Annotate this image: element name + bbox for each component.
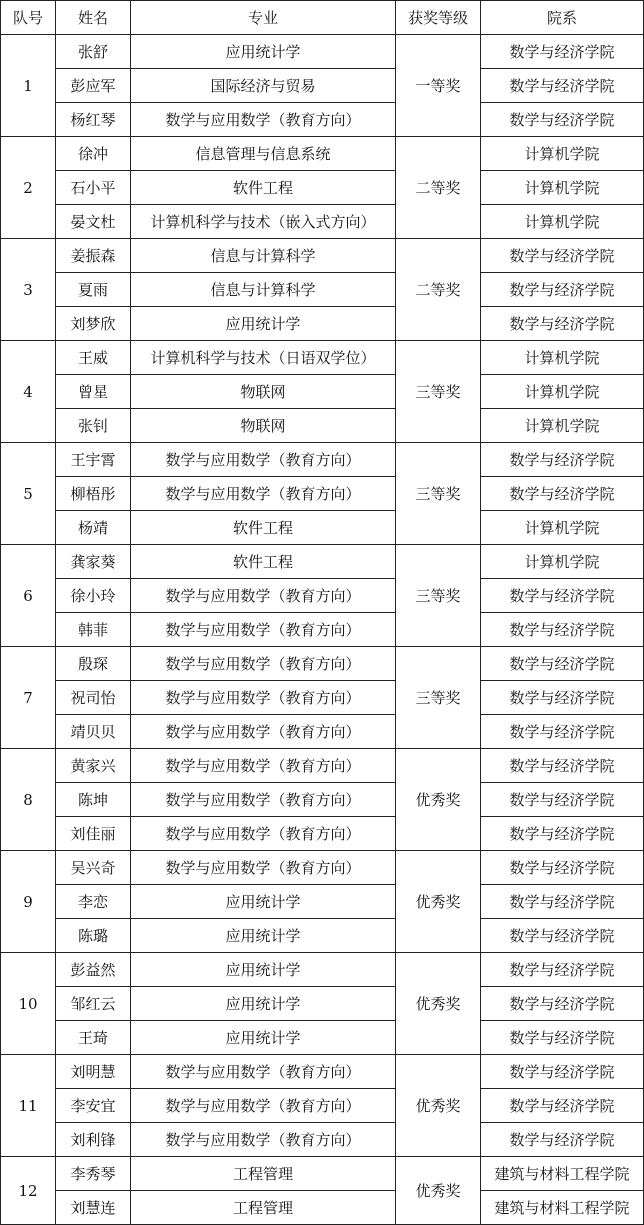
member-department-cell: 数学与经济学院	[481, 1055, 644, 1089]
table-row	[1, 1157, 644, 1191]
member-name-cell: 彭益然	[56, 953, 131, 987]
member-name-cell: 黄家兴	[56, 749, 131, 783]
table-row	[1, 171, 644, 205]
table-body	[1, 35, 644, 1225]
member-name-cell: 张钊	[56, 409, 131, 443]
member-department-cell: 数学与经济学院	[481, 749, 644, 783]
member-name-cell: 曾星	[56, 375, 131, 409]
member-name-cell: 石小平	[56, 171, 131, 205]
member-department-cell: 数学与经济学院	[481, 69, 644, 103]
member-name-cell: 王威	[56, 341, 131, 375]
member-major-cell: 软件工程	[131, 171, 396, 205]
award-level-cell: 优秀奖	[396, 1157, 481, 1225]
member-name-cell: 吴兴奇	[56, 851, 131, 885]
award-level-cell: 优秀奖	[396, 851, 481, 953]
member-name-cell: 李恋	[56, 885, 131, 919]
member-department-cell: 数学与经济学院	[481, 919, 644, 953]
award-level-cell: 三等奖	[396, 647, 481, 749]
member-department-cell: 计算机学院	[481, 545, 644, 579]
member-name-cell: 姜振森	[56, 239, 131, 273]
member-major-cell: 信息与计算科学	[131, 239, 396, 273]
member-name-cell: 靖贝贝	[56, 715, 131, 749]
table-row	[1, 511, 644, 545]
member-department-cell: 建筑与材料工程学院	[481, 1191, 644, 1225]
member-department-cell: 数学与经济学院	[481, 1089, 644, 1123]
member-major-cell: 数学与应用数学（教育方向）	[131, 1055, 396, 1089]
member-name-cell: 刘佳丽	[56, 817, 131, 851]
member-major-cell: 物联网	[131, 409, 396, 443]
member-major-cell: 软件工程	[131, 511, 396, 545]
member-name-cell: 韩菲	[56, 613, 131, 647]
member-name-cell: 祝司怡	[56, 681, 131, 715]
member-department-cell: 计算机学院	[481, 511, 644, 545]
team-id-cell: 4	[1, 341, 56, 443]
member-department-cell: 计算机学院	[481, 409, 644, 443]
member-name-cell: 刘利锋	[56, 1123, 131, 1157]
header-team-id: 队号	[1, 1, 56, 35]
member-major-cell: 物联网	[131, 375, 396, 409]
member-name-cell: 张舒	[56, 35, 131, 69]
table-row	[1, 851, 644, 885]
member-major-cell: 数学与应用数学（教育方向）	[131, 443, 396, 477]
member-department-cell: 计算机学院	[481, 341, 644, 375]
member-major-cell: 数学与应用数学（教育方向）	[131, 783, 396, 817]
member-department-cell: 数学与经济学院	[481, 987, 644, 1021]
member-major-cell: 数学与应用数学（教育方向）	[131, 715, 396, 749]
member-major-cell: 国际经济与贸易	[131, 69, 396, 103]
award-level-cell: 一等奖	[396, 35, 481, 137]
member-major-cell: 工程管理	[131, 1157, 396, 1191]
member-name-cell: 彭应军	[56, 69, 131, 103]
member-department-cell: 数学与经济学院	[481, 1021, 644, 1055]
member-name-cell: 刘慧连	[56, 1191, 131, 1225]
team-id-cell: 3	[1, 239, 56, 341]
header-major: 专业	[131, 1, 396, 35]
member-major-cell: 数学与应用数学（教育方向）	[131, 579, 396, 613]
award-level-cell: 三等奖	[396, 341, 481, 443]
member-name-cell: 龚家葵	[56, 545, 131, 579]
member-major-cell: 应用统计学	[131, 987, 396, 1021]
table-row	[1, 1021, 644, 1055]
member-major-cell: 数学与应用数学（教育方向）	[131, 681, 396, 715]
table-row	[1, 987, 644, 1021]
award-level-cell: 二等奖	[396, 239, 481, 341]
member-department-cell: 数学与经济学院	[481, 579, 644, 613]
award-level-cell: 优秀奖	[396, 1055, 481, 1157]
member-major-cell: 应用统计学	[131, 1021, 396, 1055]
member-department-cell: 数学与经济学院	[481, 477, 644, 511]
header-row	[1, 1, 644, 35]
member-department-cell: 数学与经济学院	[481, 35, 644, 69]
member-major-cell: 信息与计算科学	[131, 273, 396, 307]
table-row	[1, 783, 644, 817]
team-id-cell: 7	[1, 647, 56, 749]
member-name-cell: 晏文杜	[56, 205, 131, 239]
table-row	[1, 817, 644, 851]
table-row	[1, 341, 644, 375]
member-department-cell: 计算机学院	[481, 205, 644, 239]
member-major-cell: 工程管理	[131, 1191, 396, 1225]
table-row	[1, 205, 644, 239]
team-id-cell: 10	[1, 953, 56, 1055]
table-row	[1, 35, 644, 69]
team-id-cell: 1	[1, 35, 56, 137]
member-name-cell: 殷琛	[56, 647, 131, 681]
team-id-cell: 11	[1, 1055, 56, 1157]
team-id-cell: 6	[1, 545, 56, 647]
member-name-cell: 刘梦欣	[56, 307, 131, 341]
award-level-cell: 三等奖	[396, 443, 481, 545]
member-major-cell: 数学与应用数学（教育方向）	[131, 817, 396, 851]
table-row	[1, 953, 644, 987]
member-department-cell: 数学与经济学院	[481, 783, 644, 817]
member-department-cell: 数学与经济学院	[481, 681, 644, 715]
member-department-cell: 数学与经济学院	[481, 613, 644, 647]
header-name: 姓名	[56, 1, 131, 35]
member-department-cell: 数学与经济学院	[481, 103, 644, 137]
member-major-cell: 信息管理与信息系统	[131, 137, 396, 171]
member-department-cell: 数学与经济学院	[481, 817, 644, 851]
member-major-cell: 数学与应用数学（教育方向）	[131, 103, 396, 137]
award-level-cell: 优秀奖	[396, 749, 481, 851]
table-row	[1, 1089, 644, 1123]
member-major-cell: 数学与应用数学（教育方向）	[131, 647, 396, 681]
member-department-cell: 计算机学院	[481, 137, 644, 171]
member-name-cell: 徐冲	[56, 137, 131, 171]
member-major-cell: 数学与应用数学（教育方向）	[131, 613, 396, 647]
member-major-cell: 应用统计学	[131, 307, 396, 341]
team-id-cell: 12	[1, 1157, 56, 1225]
table-row	[1, 715, 644, 749]
member-name-cell: 邹红云	[56, 987, 131, 1021]
member-major-cell: 数学与应用数学（教育方向）	[131, 851, 396, 885]
member-major-cell: 计算机科学与技术（嵌入式方向）	[131, 205, 396, 239]
member-major-cell: 应用统计学	[131, 885, 396, 919]
member-major-cell: 数学与应用数学（教育方向）	[131, 749, 396, 783]
header-award-level: 获奖等级	[396, 1, 481, 35]
award-level-cell: 优秀奖	[396, 953, 481, 1055]
team-id-cell: 5	[1, 443, 56, 545]
member-name-cell: 夏雨	[56, 273, 131, 307]
member-name-cell: 王琦	[56, 1021, 131, 1055]
table-row	[1, 1055, 644, 1089]
member-department-cell: 数学与经济学院	[481, 239, 644, 273]
table-row	[1, 239, 644, 273]
table-row	[1, 137, 644, 171]
member-name-cell: 李安宜	[56, 1089, 131, 1123]
member-major-cell: 计算机科学与技术（日语双学位）	[131, 341, 396, 375]
member-department-cell: 数学与经济学院	[481, 443, 644, 477]
team-id-cell: 2	[1, 137, 56, 239]
member-name-cell: 陈坤	[56, 783, 131, 817]
header-department: 院系	[481, 1, 644, 35]
member-department-cell: 数学与经济学院	[481, 273, 644, 307]
award-level-cell: 二等奖	[396, 137, 481, 239]
member-major-cell: 应用统计学	[131, 919, 396, 953]
team-id-cell: 8	[1, 749, 56, 851]
member-department-cell: 建筑与材料工程学院	[481, 1157, 644, 1191]
member-major-cell: 数学与应用数学（教育方向）	[131, 477, 396, 511]
table-row	[1, 681, 644, 715]
member-major-cell: 应用统计学	[131, 35, 396, 69]
table-row	[1, 69, 644, 103]
table-row	[1, 1123, 644, 1157]
table-row	[1, 885, 644, 919]
table-row	[1, 273, 644, 307]
member-major-cell: 数学与应用数学（教育方向）	[131, 1089, 396, 1123]
table-row	[1, 749, 644, 783]
table-row	[1, 647, 644, 681]
member-department-cell: 数学与经济学院	[481, 1123, 644, 1157]
member-name-cell: 徐小玲	[56, 579, 131, 613]
member-department-cell: 数学与经济学院	[481, 647, 644, 681]
table-row	[1, 375, 644, 409]
award-level-cell: 三等奖	[396, 545, 481, 647]
table-row	[1, 579, 644, 613]
member-department-cell: 数学与经济学院	[481, 851, 644, 885]
member-name-cell: 王宇霄	[56, 443, 131, 477]
team-id-cell: 9	[1, 851, 56, 953]
member-major-cell: 数学与应用数学（教育方向）	[131, 1123, 396, 1157]
table-row	[1, 307, 644, 341]
member-department-cell: 计算机学院	[481, 171, 644, 205]
table-row	[1, 477, 644, 511]
member-name-cell: 杨靖	[56, 511, 131, 545]
table-row	[1, 613, 644, 647]
member-major-cell: 软件工程	[131, 545, 396, 579]
table-row	[1, 409, 644, 443]
member-name-cell: 杨红琴	[56, 103, 131, 137]
member-major-cell: 应用统计学	[131, 953, 396, 987]
member-name-cell: 柳梧彤	[56, 477, 131, 511]
member-name-cell: 李秀琴	[56, 1157, 131, 1191]
member-department-cell: 数学与经济学院	[481, 885, 644, 919]
member-department-cell: 数学与经济学院	[481, 715, 644, 749]
table-row	[1, 103, 644, 137]
member-department-cell: 计算机学院	[481, 375, 644, 409]
table-row	[1, 1191, 644, 1225]
member-department-cell: 数学与经济学院	[481, 953, 644, 987]
member-name-cell: 陈璐	[56, 919, 131, 953]
member-department-cell: 数学与经济学院	[481, 307, 644, 341]
table-row	[1, 919, 644, 953]
table-row	[1, 443, 644, 477]
table-row	[1, 545, 644, 579]
member-name-cell: 刘明慧	[56, 1055, 131, 1089]
